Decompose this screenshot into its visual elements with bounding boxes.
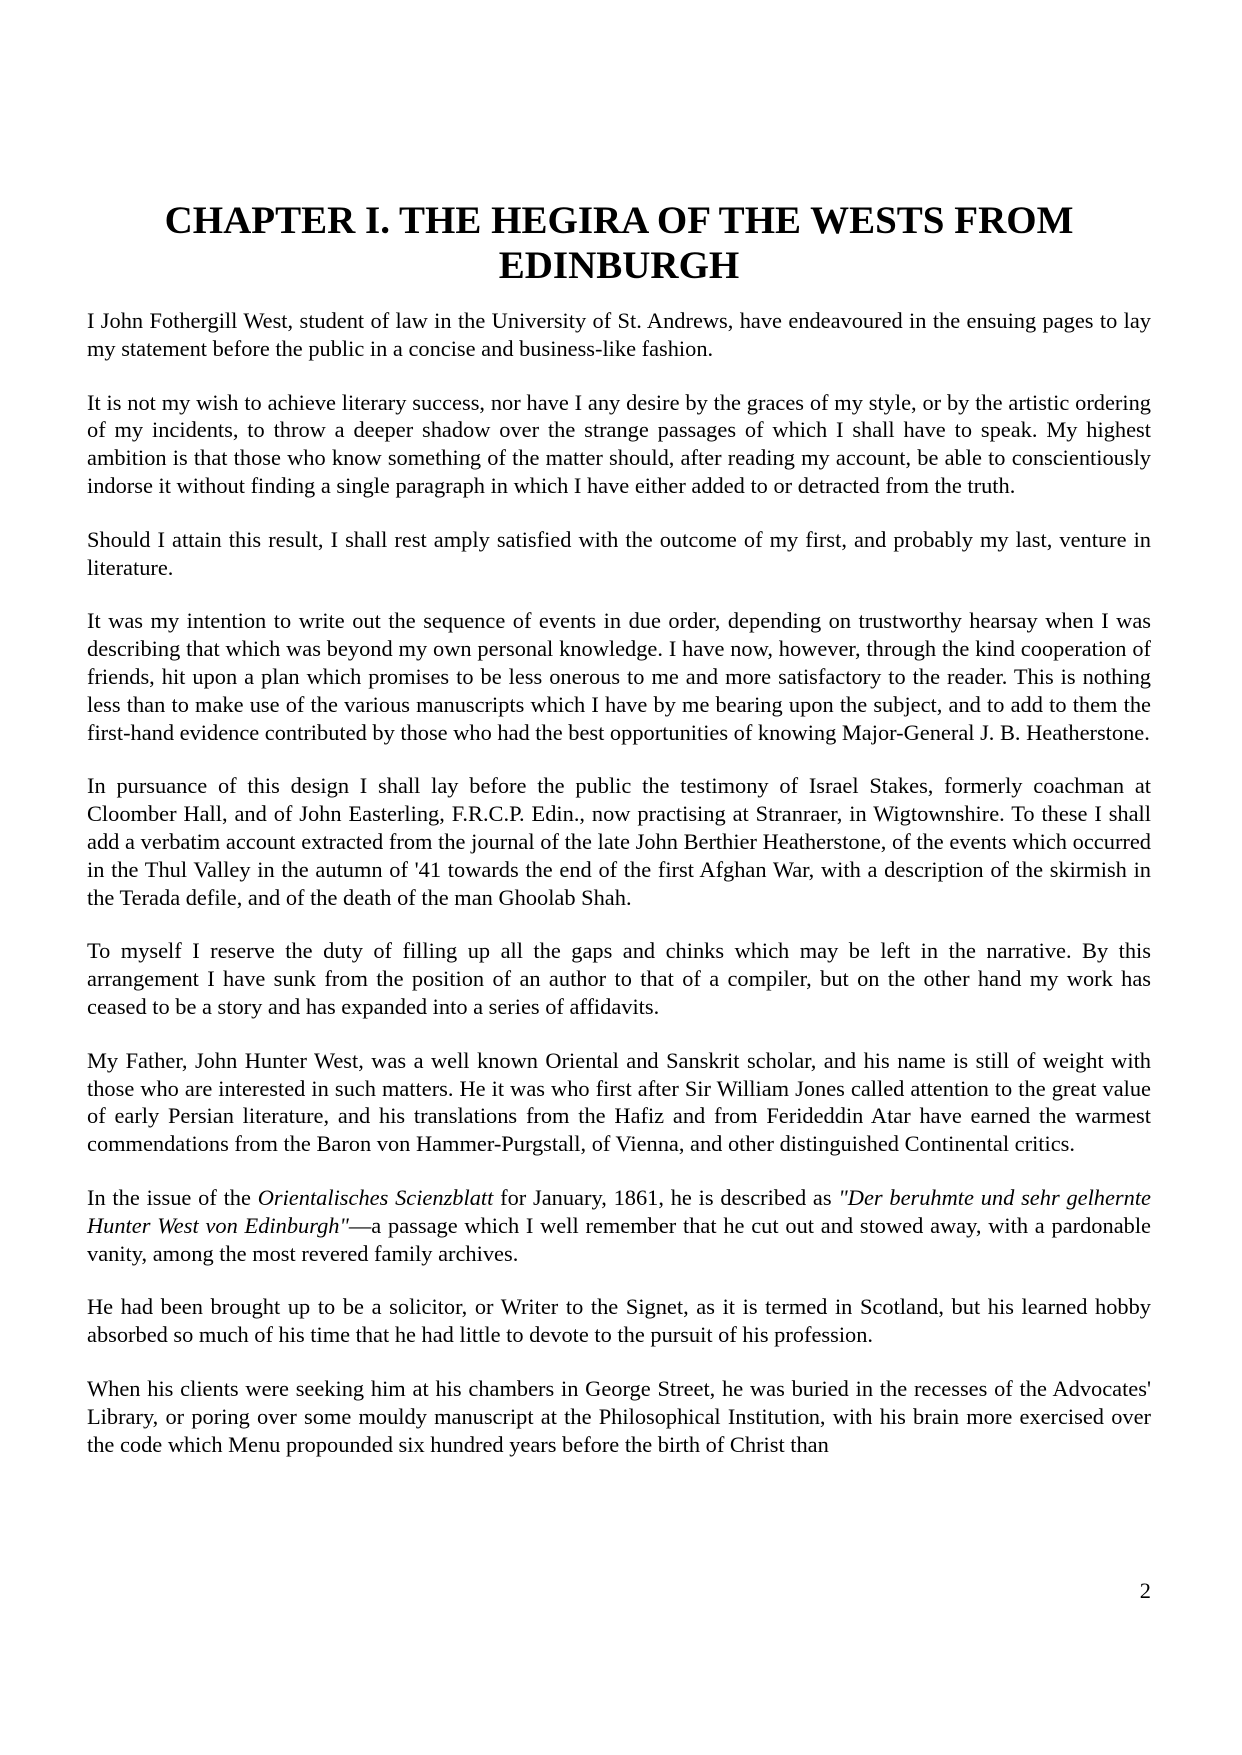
paragraph: In pursuance of this design I shall lay before the public the testimony of Israel Stakes, formerly coachman at Cloomber Hall, and of John Easterling, F.R.C.P. Edin., now practising at Stranraer, in Wigtownshire. To these I shall add a verbatim account extracted from the journal of the late John Berthier Heatherstone, of the events which occurred in the Thul Valley in the autumn of '41 towards the end of the first Afghan War, with a description of the skirmish in the Terada defile, and of the death of the man Ghoolab Shah. xyxy=(87,773,1151,910)
text: —a passage which I well remember that he cut out and stowed away, with a pardonable vanity, among the most revered family archives. xyxy=(87,1212,1151,1266)
paragraph: It was my intention to write out the sequence of events in due order, depending on trustworthy hearsay when I was describing that which was beyond my own personal knowledge. I have now, however, through the kind cooperation of friends, hit upon a plan which promises to be less onerous to me and more satisfactory to the reader. This is nothing less than to make use of the various manuscripts which I have by me bearing upon the subject, and to add to them the first-hand evidence contributed by those who had the best opportunities of knowing Major-General J. B. Heatherstone. xyxy=(87,608,1151,745)
paragraph: It is not my wish to achieve literary success, nor have I any desire by the graces of my style, or by the artistic ordering of my incidents, to throw a deeper shadow over the strange passages of which I shall have to speak. My highest ambition is that those who know something of the matter should, after reading my account, be able to conscientiously indorse it without finding a single paragraph in which I have either added to or detracted from the truth. xyxy=(87,389,1151,498)
paragraph: When his clients were seeking him at his chambers in George Street, he was buried in the recesses of the Advocates' Library, or poring over some mouldy manuscript at the Philosophical Institution, with his brain more exercised over the code which Menu propounded six hundred years before the birth of Christ than xyxy=(87,1375,1151,1457)
paragraph: My Father, John Hunter West, was a well known Oriental and Sanskrit scholar, and his name is still of weight with those who are interested in such matters. He it was who first after Sir William Jones called attention to the great value of early Persian literature, and his translations from the Hafiz and from Ferideddin Atar have earned the warmest commendations from the Baron von Hammer-Purgstall, of Vienna, and other distinguished Continental critics. xyxy=(87,1047,1151,1157)
paragraph-issue xyxy=(87,1184,1151,1267)
paragraph: Should I attain this result, I shall rest amply satisfied with the outcome of my first, and probably my last, venture in literature. xyxy=(87,526,1151,580)
text: In the issue of the xyxy=(87,1184,258,1210)
body-text xyxy=(87,307,1151,1484)
text: for January, 1861, he is described as xyxy=(493,1184,839,1210)
publication-title: Orientalisches Scienzblatt xyxy=(257,1184,494,1210)
page-number: 2 xyxy=(1139,1578,1151,1603)
german-quote: "Der beruhmte und sehr gelhernte Hunter West von Edinburgh" xyxy=(87,1184,1151,1238)
paragraph: To myself I reserve the duty of filling up all the gaps and chinks which may be left in the narrative. By this arrangement I have sunk from the position of an author to that of a compiler, but on the other hand my work has ceased to be a story and has expanded into a series of affidavits. xyxy=(87,938,1151,1019)
paragraph: He had been brought up to be a solicitor, or Writer to the Signet, as it is termed in Scotland, but his learned hobby absorbed so much of his time that he had little to devote to the pursuit of his profession. xyxy=(87,1294,1151,1348)
paragraph: I John Fothergill West, student of law in the University of St. Andrews, have endeavoured in the ensuing pages to lay my statement before the public in a concise and business-like fashion. xyxy=(87,308,1151,361)
chapter-title: CHAPTER I. THE HEGIRA OF THE WESTS FROM EDINBURGH xyxy=(164,199,1074,287)
